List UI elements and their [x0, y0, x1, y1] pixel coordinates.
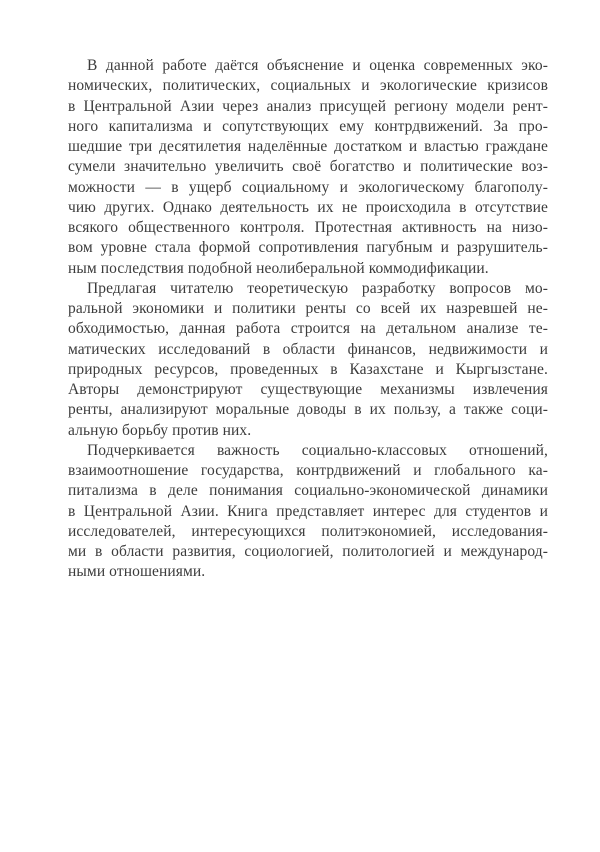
text-line: матических исследований в области финансов, недвижимости и — [68, 340, 548, 358]
text-line: можности — в ущерб социальному и экологическому благополу- — [68, 178, 548, 196]
text-line: чию других. Однако деятельность их не происходила в отсутствие — [68, 198, 548, 216]
text-line: всякого общественного контроля. Протестная активность на низо- — [68, 219, 548, 236]
text-line: В данной работе даётся объяснение и оценка современных эко- — [87, 57, 548, 74]
text-line: номических, политических, социальных и экологические кризисов — [68, 77, 548, 95]
annotation-text-block — [68, 56, 548, 583]
text-line: Подчеркивается важность социально-классовых отношений, — [87, 441, 548, 459]
text-line: ного капитализма и сопутствующих ему контрдвижений. За про- — [68, 117, 548, 135]
text-line: ральной экономики и политики ренты со всей их назревшей не- — [68, 300, 548, 317]
text-line: в Центральной Азии через анализ присущей региону модели рент- — [68, 97, 548, 115]
text-line: ми в области развития, социологией, политологией и международ- — [68, 543, 548, 560]
text-line: шедшие три десятилетия наделённые достатком и властью граждане — [68, 138, 548, 155]
text-line: природных ресурсов, проведенных в Казахстане и Кыргызстане. — [68, 360, 548, 378]
text-line: Предлагая читателю теоретическую разработку вопросов мо- — [87, 279, 548, 297]
text-line: исследователей, интересующихся политэкономией, исследования- — [68, 522, 548, 540]
text-line: ными отношениями. — [68, 563, 206, 581]
text-line: сумели значительно увеличить своё богатство и политические воз- — [68, 158, 548, 176]
text-line: вом уровне стала формой сопротивления пагубным и разрушитель- — [68, 239, 548, 257]
text-line: ренты, анализируют моральные доводы в их пользу, а также соци- — [68, 401, 548, 419]
text-line: альную борьбу против них. — [68, 421, 252, 439]
text-line: обходимостью, данная работа строится на детальном анализе те- — [68, 320, 548, 338]
paragraph — [68, 279, 548, 441]
text-line: питализма в деле понимания социально-экономической динамики — [68, 482, 548, 500]
text-line: ным последствия подобной неолиберальной коммодификации. — [68, 259, 489, 277]
paragraph — [68, 441, 548, 583]
text-line: в Центральной Азии. Книга представляет интерес для студентов и — [68, 502, 548, 520]
paragraph — [68, 56, 548, 279]
text-line: взаимоотношение государства, контрдвижений и глобального ка- — [68, 462, 548, 479]
text-line: Авторы демонстрируют существующие механизмы извлечения — [68, 381, 548, 398]
